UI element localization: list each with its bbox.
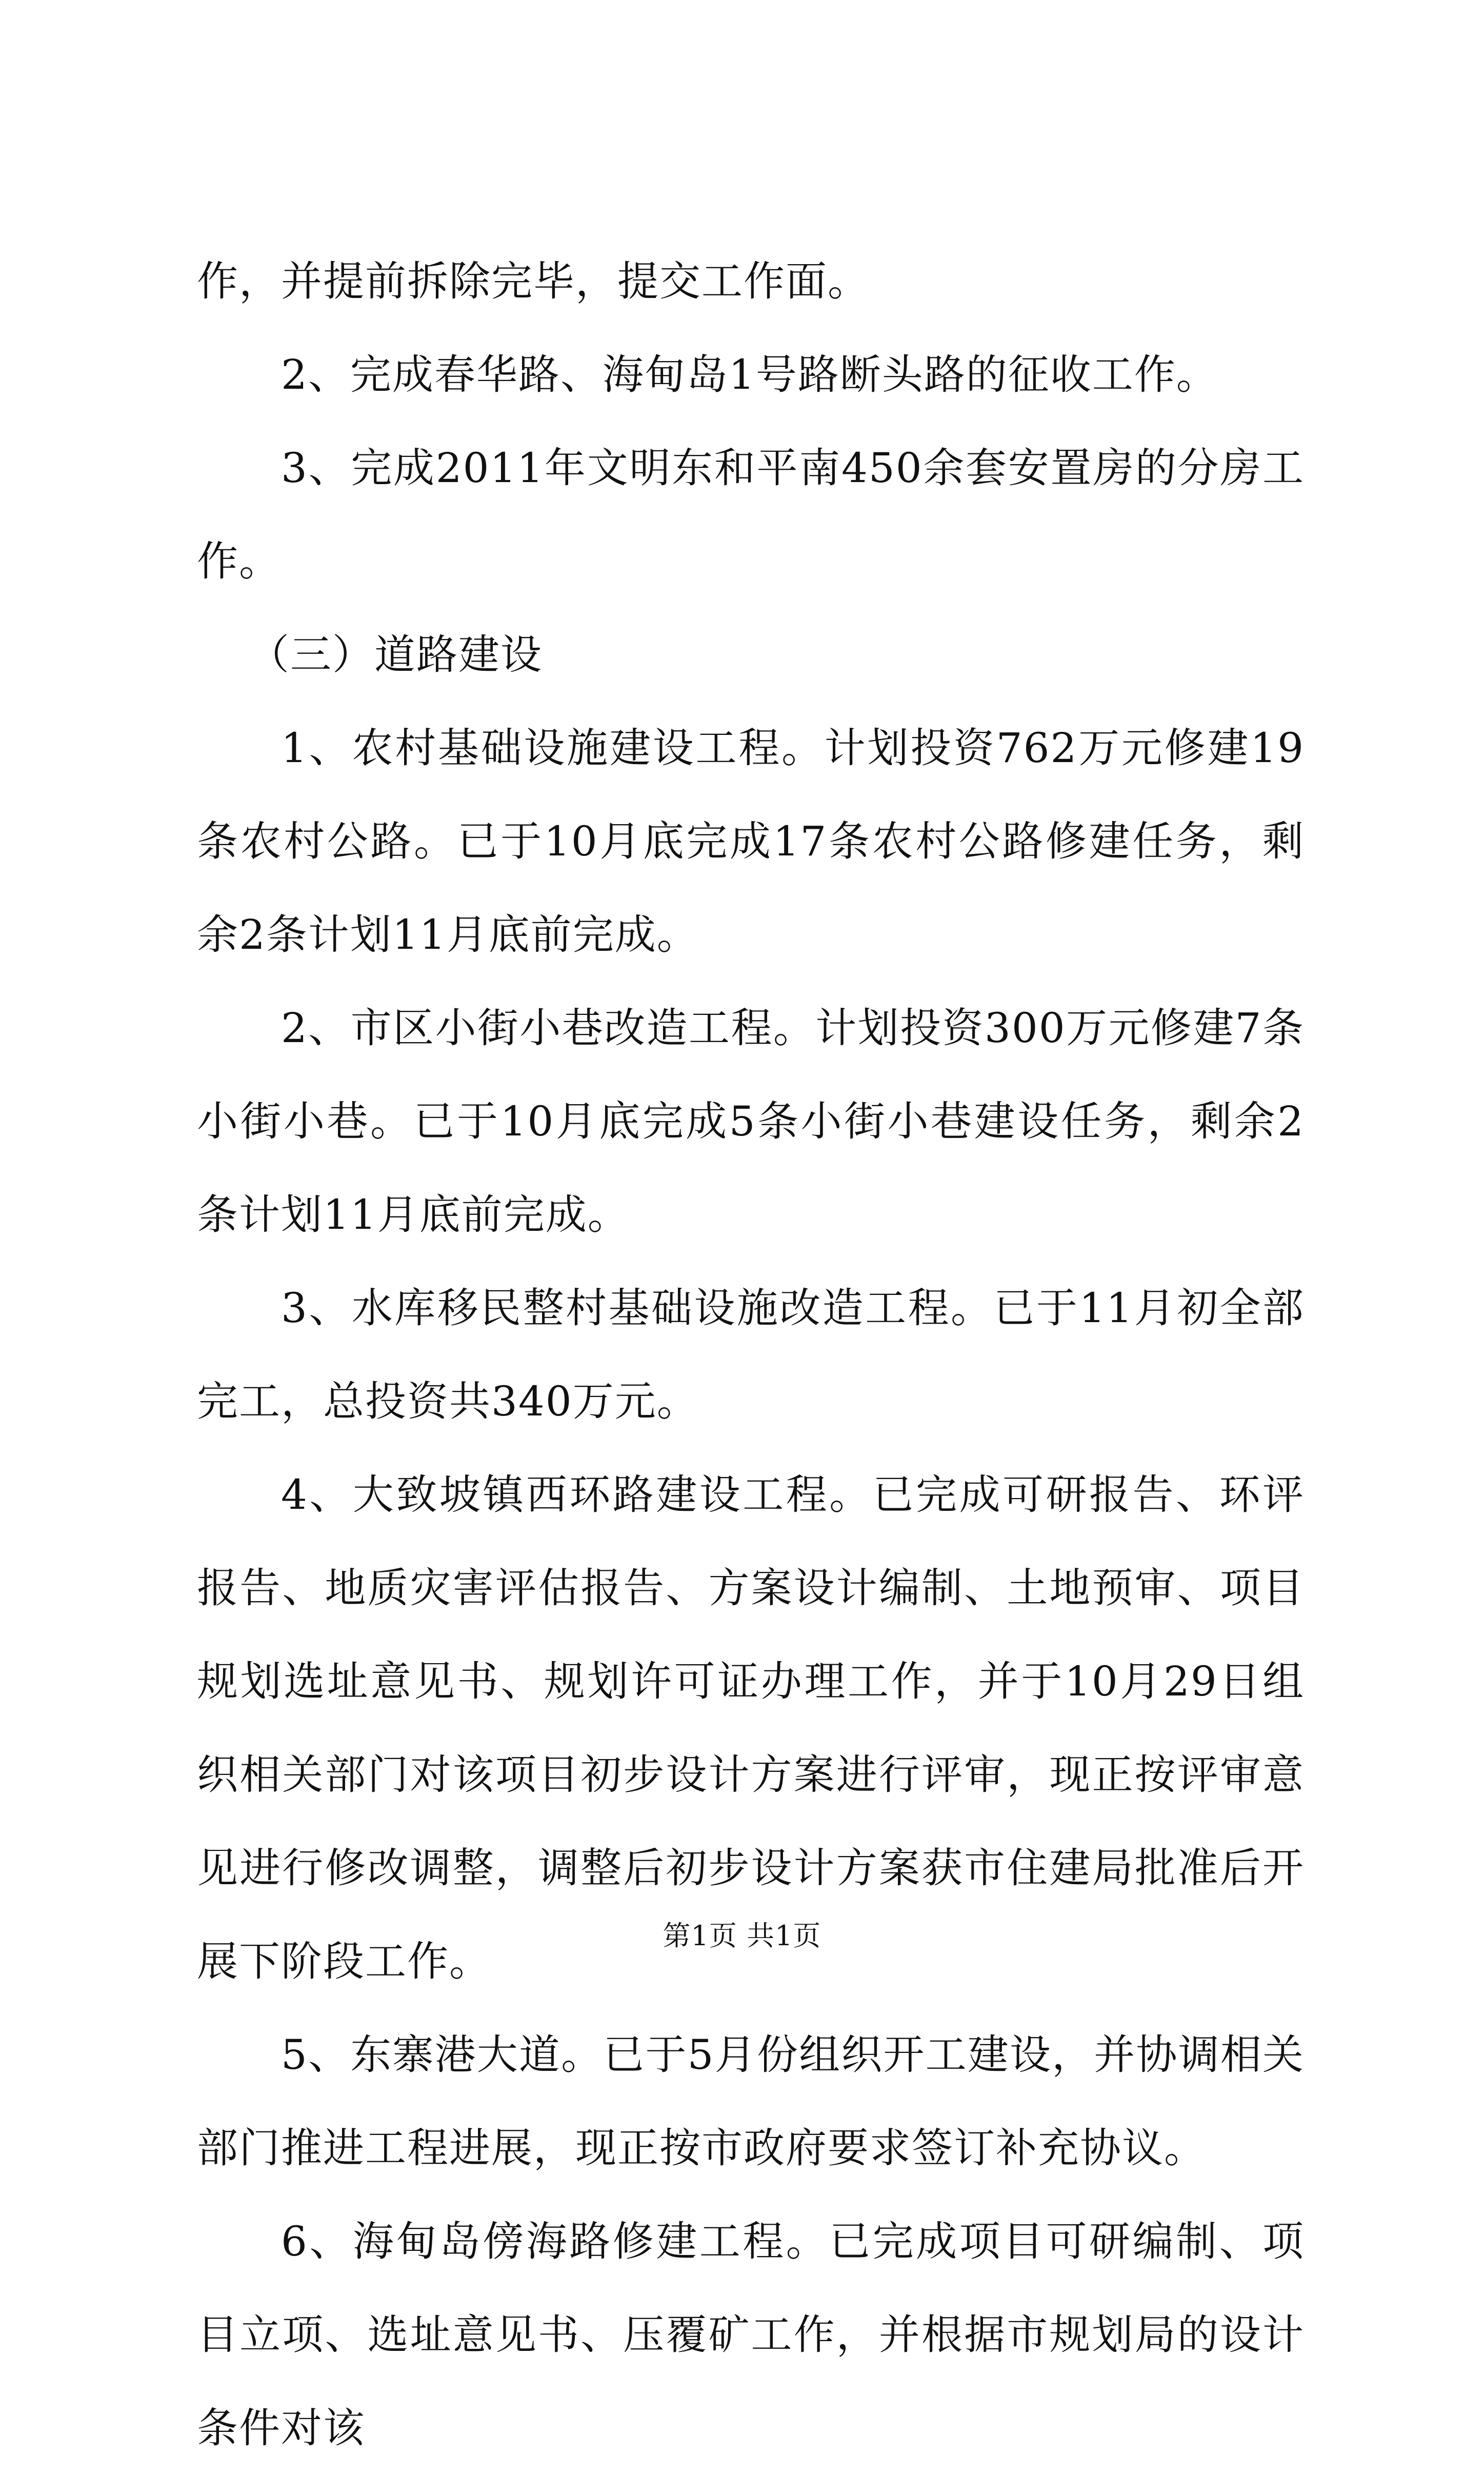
paragraph: 3、完成2011年文明东和平南450余套安置房的分房工作。: [197, 444, 1305, 585]
paragraph: 5、东寨港大道。已于5月份组织开工建设，并协调相关部门推进工程进展，现正按市政府要求签订补充协议。: [197, 2031, 1305, 2172]
section-heading: （三）道路建设: [248, 631, 543, 678]
paragraph: 6、海甸岛傍海路修建工程。已完成项目可研编制、项目立项、选址意见书、压覆矿工作，并根据市规划局的设计条件对该: [197, 2218, 1305, 2452]
page-footer: 第1页 共1页: [663, 1920, 821, 1952]
document-body: [197, 235, 1305, 2475]
paragraph: 4、大致坡镇西环路建设工程。已完成可研报告、环评报告、地质灾害评估报告、方案设计编制、土地预审、项目规划选址意见书、规划许可证办理工作，并于10月29日组织相关部门对该项目初步设计方案进行评审，现正按评审意见进行修改调整，调整后初步设计方案获市住建局批准后开展下阶段工作。: [197, 1471, 1305, 1985]
paragraph-continuation: 作，并提前拆除完毕，提交工作面。: [197, 257, 870, 305]
paragraph: 1、农村基础设施建设工程。计划投资762万元修建19条农村公路。已于10月底完成17条农村公路修建任务，剩余2条计划11月底前完成。: [197, 724, 1305, 959]
paragraph: 2、完成春华路、海甸岛1号路断头路的征收工作。: [281, 351, 1218, 398]
paragraph: 2、市区小街小巷改造工程。计划投资300万元修建7条小街小巷。已于10月底完成5条小街小巷建设任务，剩余2条计划11月底前完成。: [197, 1004, 1305, 1239]
paragraph: 3、水库移民整村基础设施改造工程。已于11月初全部完工，总投资共340万元。: [197, 1284, 1305, 1425]
